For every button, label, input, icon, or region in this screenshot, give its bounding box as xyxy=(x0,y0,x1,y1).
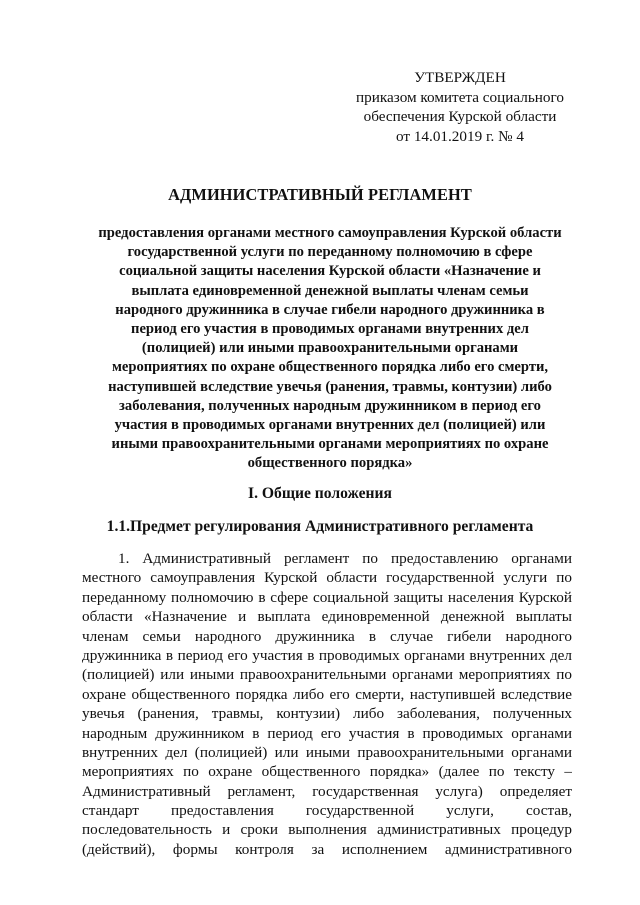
subtitle-line: народного дружинника в случае гибели народного дружинника в xyxy=(115,301,545,318)
paragraph-line: области «Назначение и выплата единовременной денежной выплаты xyxy=(82,608,572,626)
paragraph-line: (полицией) или иными правоохранительными органами мероприятиях по xyxy=(82,666,572,684)
paragraph-line: 1. Административный регламент по предоставлению органами xyxy=(118,550,572,567)
subtitle-line: участия в проводимых органами внутренних дел (полицией) или xyxy=(114,417,546,434)
section-heading: I. Общие положения xyxy=(248,485,392,502)
paragraph-line: стандарт предоставления государственной услуги, состав, xyxy=(82,802,572,820)
approval-line: УТВЕРЖДЕН xyxy=(414,69,506,86)
document-subtitle xyxy=(70,224,590,474)
paragraph-line: членам семьи народного дружинника в случае гибели народного xyxy=(82,627,572,645)
paragraph-line: последовательность и сроки выполнения административных процедур xyxy=(82,821,572,839)
paragraph-line: Административный регламент, государственная услуга) определяет xyxy=(82,782,572,800)
subtitle-line: (полицией) или иными правоохранительными органами xyxy=(141,340,519,357)
approval-line: от 14.01.2019 г. № 4 xyxy=(396,127,524,145)
subtitle-line: период его участия в проводимых органами внутренних дел xyxy=(131,321,529,338)
paragraph-line: охране общественного порядка либо его смерти, наступившей вследствие xyxy=(82,685,572,703)
paragraph-line: дружинника в период его участия в проводимых органами внутренних дел xyxy=(82,646,572,664)
subsection-heading: 1.1.Предмет регулирования Административного регламента xyxy=(106,518,534,535)
paragraph-line: внутренних дел (полицией) или иными правоохранительными органами xyxy=(82,743,572,761)
paragraph-line: местного самоуправления Курской области государственной услуги по xyxy=(82,569,572,587)
paragraph-line: (действий), формы контроля за исполнением административного xyxy=(82,840,572,858)
document-title: АДМИНИСТРАТИВНЫЙ РЕГЛАМЕНТ xyxy=(168,185,472,204)
paragraph-line: мероприятиях по охране общественного порядка» (далее по тексту – xyxy=(82,763,572,781)
approval-line: приказом комитета социального xyxy=(356,88,564,106)
body-paragraph xyxy=(82,549,572,859)
subtitle-line: иными правоохранительными органами мероприятиях по охране xyxy=(111,436,549,453)
paragraph-line: переданному полномочию в сфере социальной защиты населения Курской xyxy=(82,588,572,606)
subtitle-line: государственной услуги по переданному полномочию в сфере xyxy=(127,244,533,261)
approval-stamp xyxy=(340,68,580,146)
subtitle-line: выплата единовременной денежной выплаты членам семьи xyxy=(131,282,529,299)
subtitle-line: общественного порядка» xyxy=(247,455,413,472)
subtitle-line: наступившей вследствие увечья (ранения, травмы, контузии) либо xyxy=(108,378,552,395)
subtitle-line: заболевания, полученных народным дружинником в период его xyxy=(119,397,541,414)
subtitle-line: социальной защиты населения Курской области «Назначение и xyxy=(119,263,541,280)
paragraph-line: увечья (ранения, травмы, контузии) либо заболевания, полученных xyxy=(82,705,572,723)
paragraph-line: народным дружинником в период его участия в проводимых органами xyxy=(82,724,572,742)
subtitle-line: предоставления органами местного самоуправления Курской области xyxy=(98,225,562,241)
approval-line: обеспечения Курской области xyxy=(363,108,557,126)
subtitle-line: мероприятиях по охране общественного порядка либо его смерти, xyxy=(111,359,549,376)
